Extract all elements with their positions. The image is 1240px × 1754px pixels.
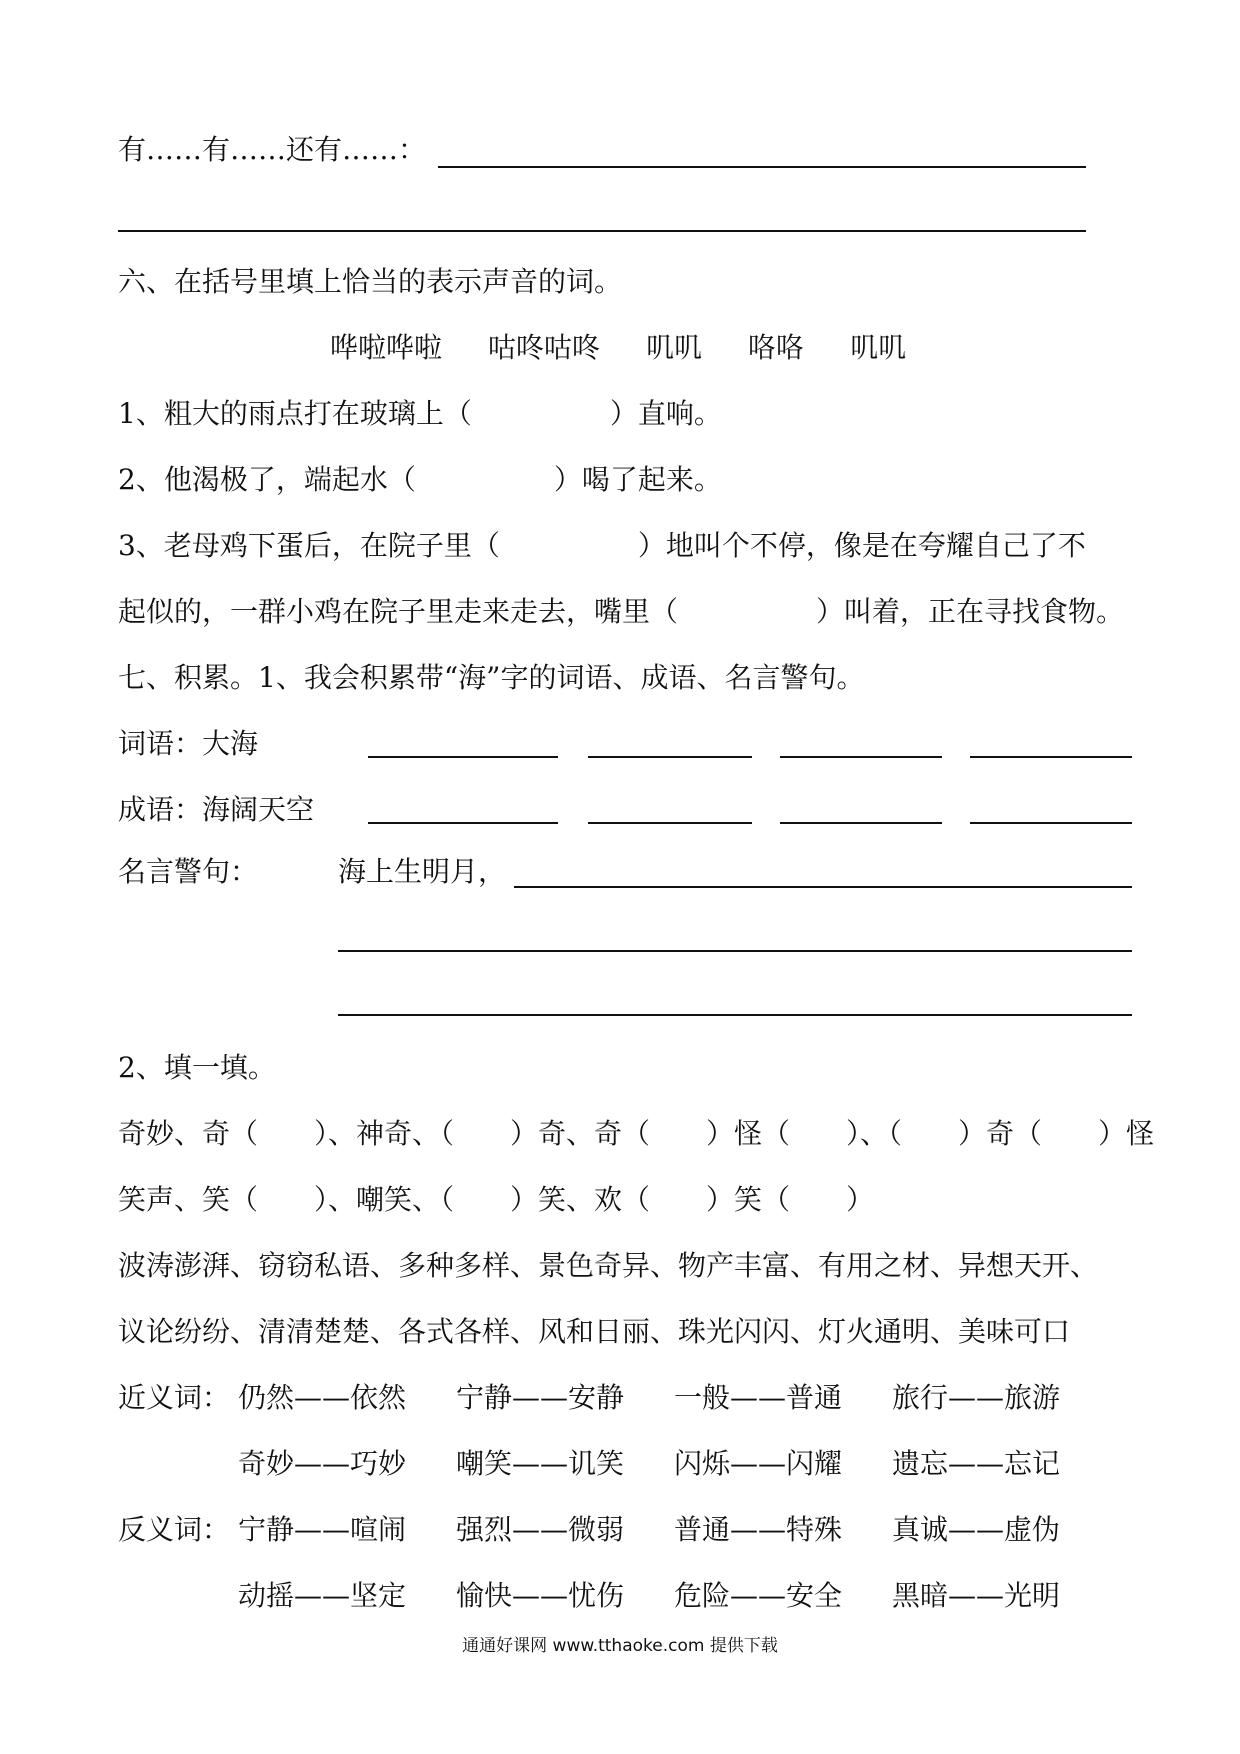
word-pair: 普通——特殊 [674,1513,843,1546]
ciyu-label: 词语：大海 [118,727,259,760]
fill-line: 笑声、笑（ ）、嘲笑、（ ）笑、欢（ ）笑（ ） [118,1183,875,1216]
word-bank-item: 咕咚咕咚 [488,331,601,364]
answer-line[interactable] [514,886,1132,888]
answer-line[interactable] [368,756,558,758]
page-footer: 通通好课网 www.tthaoke.com 提供下载 [462,1636,778,1656]
word-bank-item: 叽叽 [646,331,703,364]
idioms-line: 波涛澎湃、窃窃私语、多种多样、景色奇异、物产丰富、有用之材、异想天开、 [118,1249,1099,1282]
question-1: 1、粗大的雨点打在玻璃上（ ）直响。 [118,397,722,430]
answer-line[interactable] [588,822,752,824]
word-pair: 强烈——微弱 [456,1513,625,1546]
word-pair: 奇妙——巧妙 [238,1447,407,1480]
answer-line[interactable] [118,230,1086,232]
word-pair: 嘲笑——讥笑 [456,1447,625,1480]
section-seven-title: 七、积累。1、我会积累带“海”字的词语、成语、名言警句。 [118,661,865,694]
idioms-line: 议论纷纷、清清楚楚、各式各样、风和日丽、珠光闪闪、灯火通明、美味可口 [118,1315,1071,1348]
fill-line: 奇妙、奇（ ）、神奇、（ ）奇、奇（ ）怪（ ）、（ ）奇（ ）怪 [118,1117,1155,1150]
question-3-cont: 起似的，一群小鸡在院子里走来走去，嘴里（ ）叫着，正在寻找食物。 [118,595,1125,628]
word-pair: 遗忘——忘记 [892,1447,1061,1480]
word-pair: 仍然——依然 [238,1381,407,1414]
fill-title: 2、填一填。 [118,1051,276,1084]
word-pair: 宁静——喧闹 [238,1513,407,1546]
mingyan-label: 名言警句： [118,855,259,888]
word-pair: 动摇——坚定 [238,1579,407,1612]
answer-line[interactable] [970,756,1132,758]
answer-line[interactable] [970,822,1132,824]
mingyan-start: 海上生明月， [338,855,507,888]
word-bank-item: 咯咯 [748,331,805,364]
question-3: 3、老母鸡下蛋后，在院子里（ ）地叫个不停，像是在夸耀自己了不 [118,529,1086,562]
chengyu-label: 成语：海阔天空 [118,793,315,826]
answer-line[interactable] [780,822,942,824]
word-pair: 一般——普通 [674,1381,843,1414]
question-2: 2、他渴极了，端起水（ ）喝了起来。 [118,463,722,496]
word-pair: 危险——安全 [674,1579,843,1612]
synonyms-label: 近义词： [118,1381,231,1414]
word-bank-item: 哗啦哗啦 [330,331,443,364]
word-pair: 闪烁——闪耀 [674,1447,843,1480]
word-pair: 宁静——安静 [456,1381,625,1414]
word-pair: 真诚——虚伪 [892,1513,1061,1546]
answer-line[interactable] [368,822,558,824]
section-six-title: 六、在括号里填上恰当的表示声音的词。 [118,265,623,298]
answer-line[interactable] [438,166,1086,168]
word-pair: 旅行——旅游 [892,1381,1061,1414]
pattern-prompt: 有……有……还有……： [118,133,427,166]
antonyms-label: 反义词： [118,1513,231,1546]
word-bank-item: 叽叽 [850,331,907,364]
word-pair: 愉快——忧伤 [456,1579,625,1612]
word-bank [330,328,952,368]
answer-line[interactable] [780,756,942,758]
answer-line[interactable] [338,1014,1132,1016]
answer-line[interactable] [338,950,1132,952]
word-pair: 黑暗——光明 [892,1579,1061,1612]
answer-line[interactable] [588,756,752,758]
